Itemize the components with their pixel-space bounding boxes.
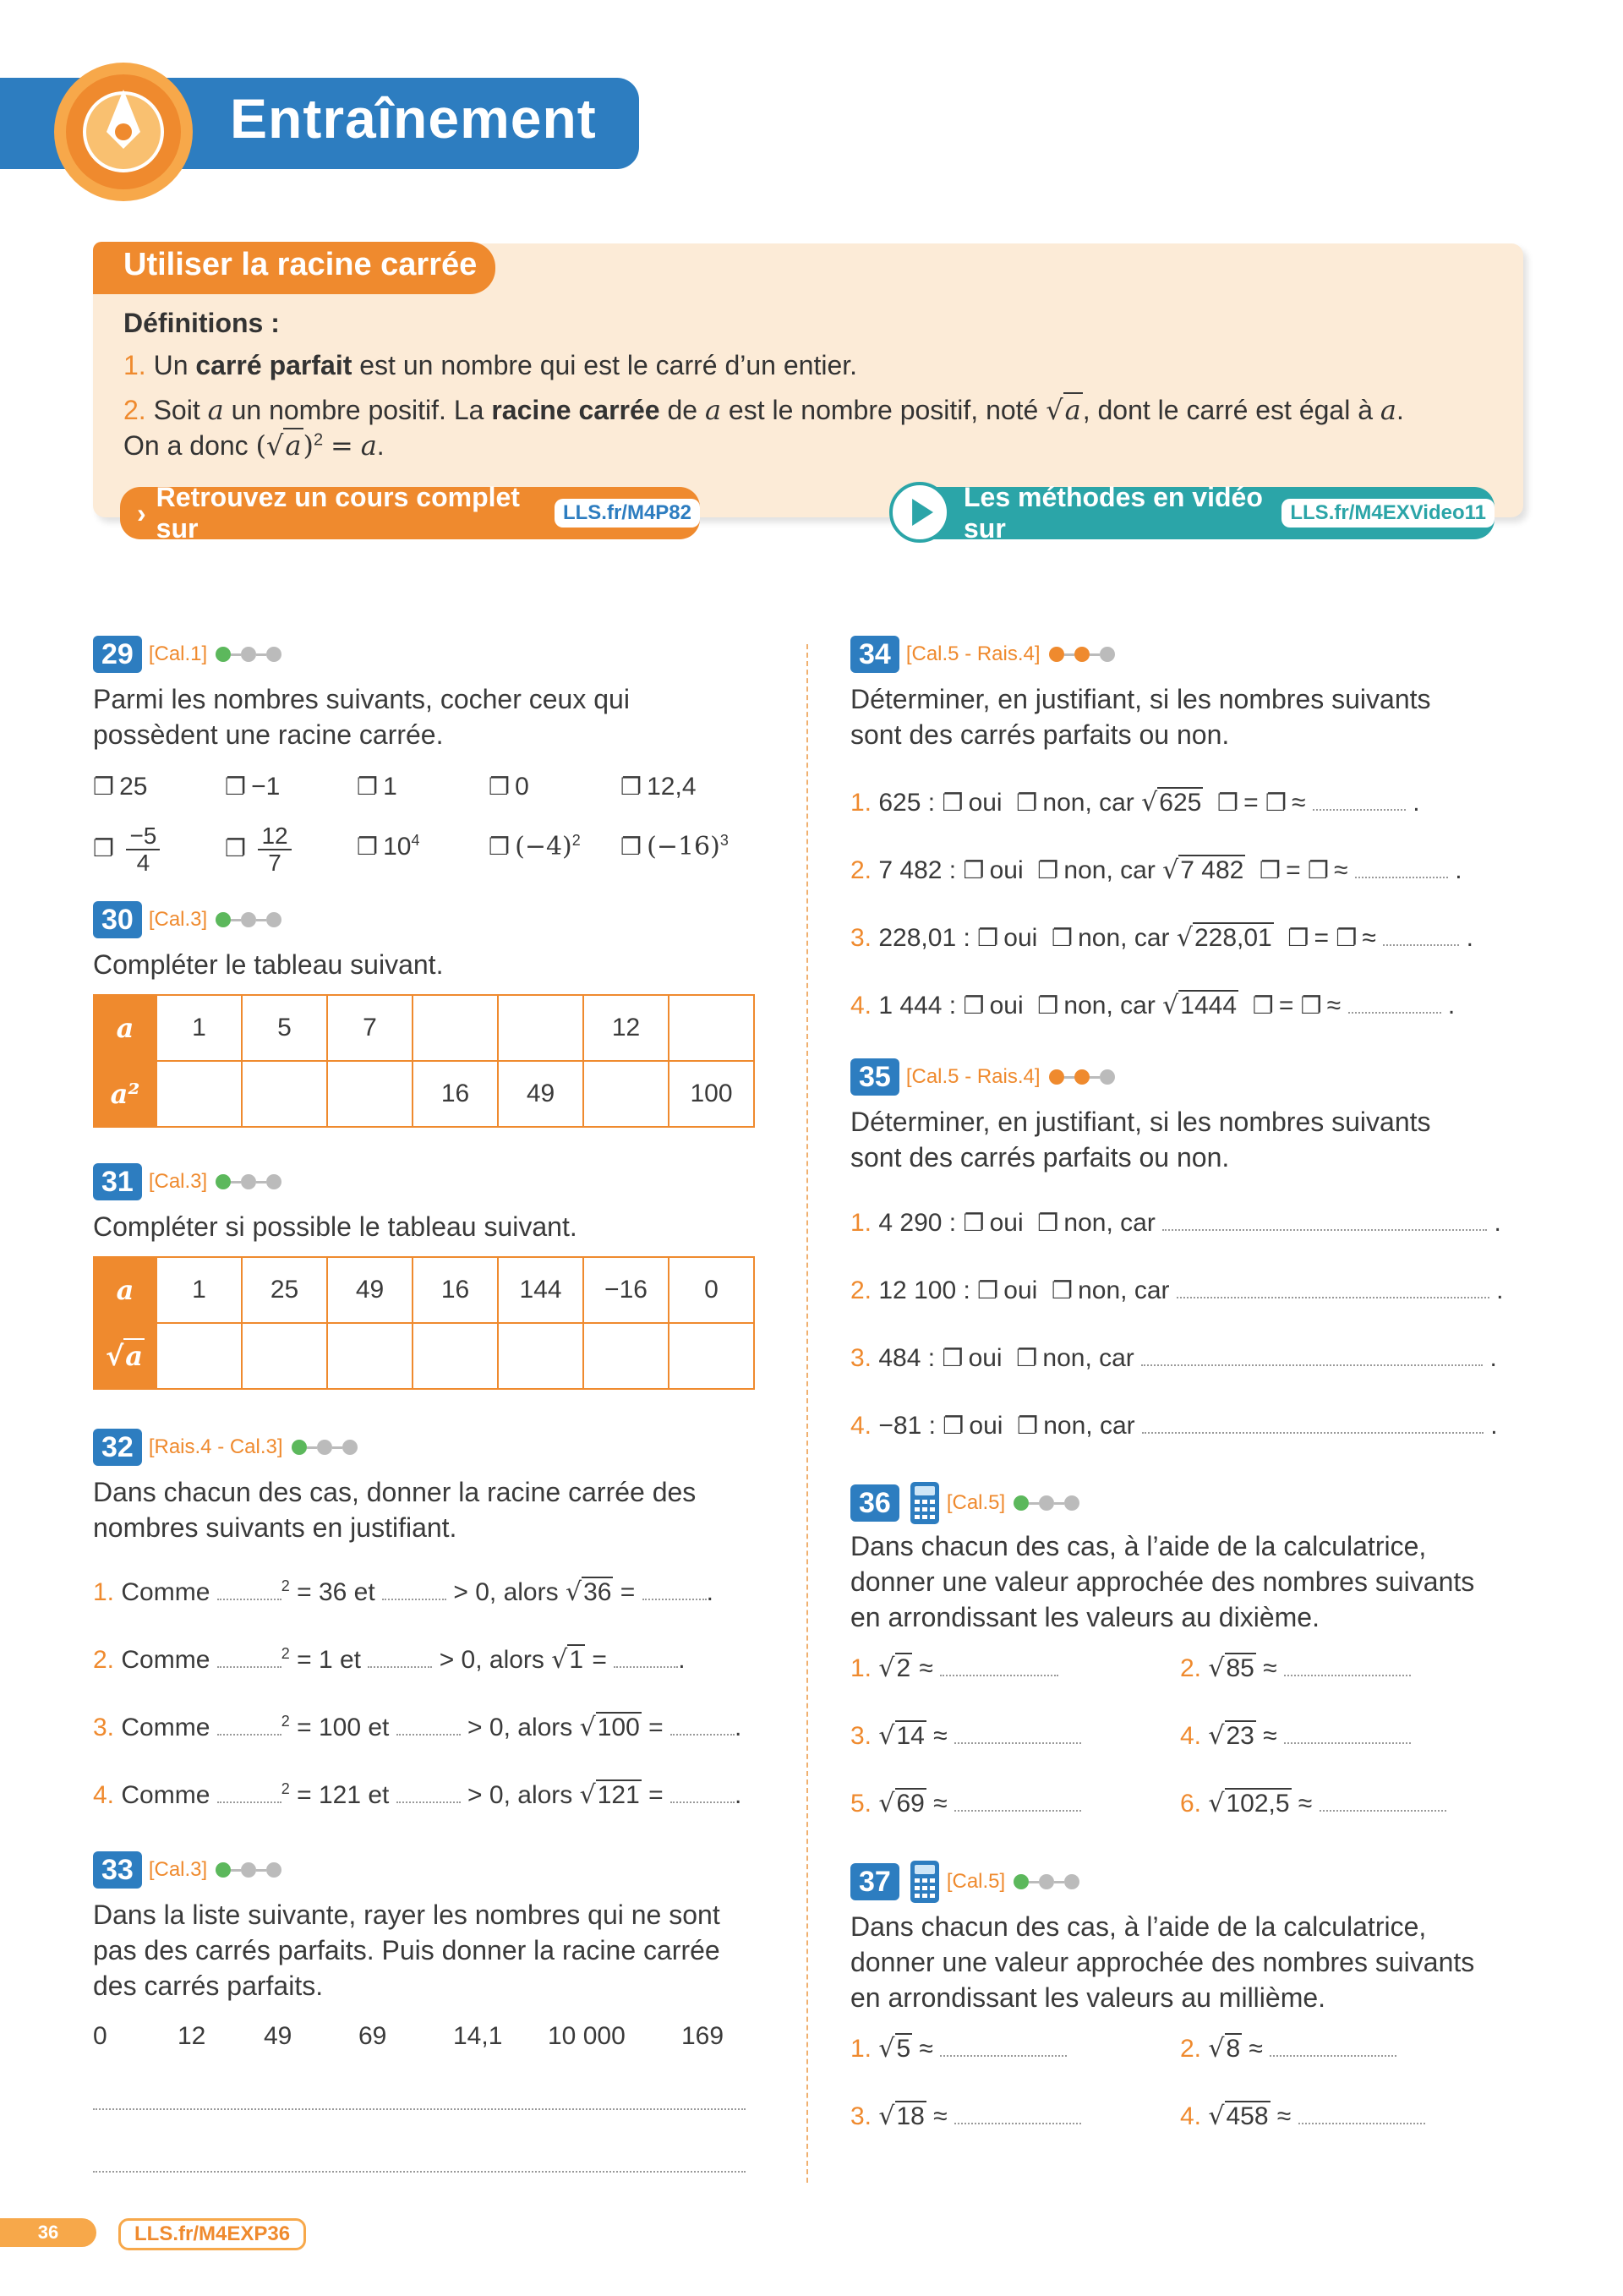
difficulty-indicator: [216, 1862, 281, 1878]
difficulty-indicator: [216, 647, 281, 662]
chevron-right-icon: ›: [137, 497, 146, 528]
video-link-button[interactable]: Les méthodes en vidéo sur LLS.fr/M4EXVideo11: [893, 487, 1495, 539]
ex33-value[interactable]: 12: [178, 2022, 206, 2050]
ex37-item-1: 1. √5 ≈: [850, 2034, 1067, 2064]
exercise-36-text: Dans chacun des cas, à l’aide de la calculatrice, donner une valeur approchée des nombres suivants en arrondissant les valeurs au dixième.: [850, 1531, 1475, 1632]
ex29-option-10[interactable]: ❐ $(-16)^3$: [620, 832, 729, 861]
exercise-number: 33: [93, 1851, 142, 1889]
ex35-item-3: 3. 484 : ❐ oui ❐ non, car .: [850, 1344, 1497, 1372]
exercise-31-table: [93, 1256, 755, 1390]
definition-1: 1. Un carré parfait est un nombre qui est le carré d’un entier.: [123, 350, 858, 380]
difficulty-indicator: [216, 912, 281, 927]
ex33-value[interactable]: 0: [93, 2022, 107, 2050]
exercise-number: 35: [850, 1058, 899, 1096]
exercise-number: 37: [850, 1863, 899, 1900]
exercise-29-text: Parmi les nombres suivants, cocher ceux qui possèdent une racine carrée.: [93, 684, 630, 750]
exercise-36-header: [850, 1481, 1079, 1525]
difficulty-indicator: [1049, 647, 1115, 662]
exercise-34-text: Déterminer, en justifiant, si les nombres suivants sont des carrés parfaits ou non.: [850, 684, 1431, 750]
ex29-option-2[interactable]: ❐ −1: [225, 773, 281, 801]
ex32-item-4: 4. Comme $^2$ = 121 et > 0, alors √121 = .: [93, 1780, 742, 1810]
exercise-number: 34: [850, 636, 899, 673]
page-title: Entraînement: [230, 87, 597, 150]
calculator-icon: [910, 1860, 940, 1904]
ex34-item-1: 1. 625 : ❐ oui ❐ non, car √625 ❐ = ❐ ≈ .: [850, 788, 1420, 817]
exercise-30-text: Compléter le tableau suivant.: [93, 949, 444, 980]
exercise-37-header: [850, 1860, 1079, 1904]
definition-heading: Définitions :: [123, 308, 280, 338]
ex33-value[interactable]: 10 000: [548, 2022, 626, 2050]
exercise-tag: [Cal.3]: [148, 1170, 208, 1193]
ex35-item-1: 1. 4 290 : ❐ oui ❐ non, car .: [850, 1209, 1501, 1237]
table-row: a 1 25 49 16 144 −16 0: [94, 1257, 754, 1323]
exercise-tag: [Cal.5 - Rais.4]: [905, 642, 1041, 665]
exercise-37-text: Dans chacun des cas, à l’aide de la calculatrice, donner une valeur approchée des nombres suivants en arrondissant les valeurs au millième.: [850, 1911, 1475, 2013]
exercise-34-header: [850, 636, 1115, 673]
ex37-item-3: 3. √18 ≈: [850, 2102, 1081, 2131]
ex36-item-5: 5. √69 ≈: [850, 1789, 1081, 1818]
ex29-option-3[interactable]: ❐ 1: [357, 773, 397, 801]
difficulty-indicator: [216, 1174, 281, 1189]
ex36-item-1: 1. √2 ≈: [850, 1654, 1058, 1683]
difficulty-indicator: [1049, 1069, 1115, 1085]
exercise-number: 36: [850, 1484, 899, 1522]
exercise-tag: [Cal.5 - Rais.4]: [905, 1065, 1041, 1088]
exercise-32-header: [93, 1429, 358, 1466]
ex37-item-4: 4. √458 ≈: [1180, 2102, 1425, 2131]
exercise-tag: [Cal.5]: [946, 1870, 1006, 1893]
ex29-option-1[interactable]: ❐ 25: [93, 773, 148, 801]
exercise-tag: [Cal.3]: [148, 1858, 208, 1881]
answer-line[interactable]: [93, 2108, 746, 2110]
ex33-value[interactable]: 69: [358, 2022, 387, 2050]
ex29-option-4[interactable]: ❐ 0: [489, 773, 529, 801]
column-divider: [806, 644, 808, 2183]
exercise-number: 29: [93, 636, 142, 673]
exercise-tag: [Cal.5]: [946, 1491, 1006, 1514]
ex29-option-8[interactable]: ❐ $10^4$: [357, 832, 420, 861]
ex29-option-9[interactable]: ❐ $(-4)^2$: [489, 832, 581, 861]
ex29-option-6[interactable]: ❐ $\frac{-5}{4}$: [93, 823, 160, 876]
ex36-item-6: 6. √102,5 ≈: [1180, 1789, 1446, 1818]
ex33-value[interactable]: 49: [264, 2022, 292, 2050]
footer-link[interactable]: LLS.fr/M4EXP36: [118, 2218, 306, 2250]
page-number: 36: [0, 2218, 96, 2247]
difficulty-indicator: [292, 1440, 358, 1455]
definition-title: Utiliser la racine carrée: [123, 247, 478, 282]
ex32-item-1: 1. Comme $^2$ = 36 et > 0, alors √36 = .: [93, 1577, 713, 1607]
exercise-29-header: [93, 636, 281, 673]
definition-3: On a donc $(√a)^2 = a$.: [123, 429, 385, 462]
ex36-item-2: 2. √85 ≈: [1180, 1654, 1411, 1683]
ex33-value[interactable]: 14,1: [453, 2022, 503, 2050]
exercise-35-text: Déterminer, en justifiant, si les nombres suivants sont des carrés parfaits ou non.: [850, 1107, 1431, 1173]
ex37-item-2: 2. √8 ≈: [1180, 2034, 1396, 2064]
ex35-item-2: 2. 12 100 : ❐ oui ❐ non, car .: [850, 1276, 1504, 1304]
compass-logo-icon: [52, 61, 194, 203]
ex33-value[interactable]: 169: [681, 2022, 724, 2050]
video-link-url: LLS.fr/M4EXVideo11: [1281, 499, 1495, 528]
table-row: √a: [94, 1323, 754, 1389]
exercise-number: 30: [93, 901, 142, 938]
exercise-30-table: [93, 994, 755, 1128]
definition-2: 2. Soit a un nombre positif. La racine carrée de a est le nombre positif, noté √a, dont le carré est égal à a.: [123, 394, 1404, 426]
table-row: a² 16 49 100: [94, 1061, 754, 1127]
ex35-item-4: 4. −81 : ❐ oui ❐ non, car .: [850, 1412, 1498, 1440]
table-row: a 1 5 7 12: [94, 995, 754, 1061]
ex34-item-3: 3. 228,01 : ❐ oui ❐ non, car √228,01 ❐ = ❐ ≈ .: [850, 923, 1473, 953]
difficulty-indicator: [1014, 1874, 1079, 1889]
exercise-33-header: [93, 1851, 281, 1889]
ex34-item-4: 4. 1 444 : ❐ oui ❐ non, car √1444 ❐ = ❐ ≈ .: [850, 991, 1456, 1020]
calculator-icon: [910, 1481, 940, 1525]
exercise-tag: [Rais.4 - Cal.3]: [148, 1435, 283, 1458]
course-link-url: LLS.fr/M4P82: [555, 499, 700, 528]
exercise-32-text: Dans chacun des cas, donner la racine carrée des nombres suivants en justifiant.: [93, 1477, 697, 1543]
ex32-item-3: 3. Comme $^2$ = 100 et > 0, alors √100 = .: [93, 1713, 742, 1742]
play-icon[interactable]: [889, 482, 950, 543]
difficulty-indicator: [1014, 1495, 1079, 1511]
ex29-option-7[interactable]: ❐ $\frac{12}{7}$: [225, 823, 292, 876]
answer-line[interactable]: [93, 2171, 746, 2173]
exercise-number: 31: [93, 1163, 142, 1200]
exercise-number: 32: [93, 1429, 142, 1466]
exercise-35-header: [850, 1058, 1115, 1096]
ex29-option-5[interactable]: ❐ 12,4: [620, 773, 697, 801]
exercise-tag: [Cal.3]: [148, 908, 208, 931]
exercise-31-header: [93, 1163, 281, 1200]
ex34-item-2: 2. 7 482 : ❐ oui ❐ non, car √7 482 ❐ = ❐ ≈ .: [850, 856, 1462, 885]
course-link-button[interactable]: › Retrouvez un cours complet sur LLS.fr/M4P82: [120, 487, 700, 539]
ex36-item-3: 3. √14 ≈: [850, 1721, 1081, 1751]
ex36-item-4: 4. √23 ≈: [1180, 1721, 1411, 1751]
exercise-30-header: [93, 901, 281, 938]
ex32-item-2: 2. Comme $^2$ = 1 et > 0, alors √1 = .: [93, 1645, 686, 1675]
exercise-31-text: Compléter si possible le tableau suivant.: [93, 1211, 577, 1242]
exercise-tag: [Cal.1]: [148, 642, 208, 665]
exercise-33-text: Dans la liste suivante, rayer les nombres qui ne sont pas des carrés parfaits. Puis donner la racine carrée des carrés parfaits.: [93, 1900, 720, 2001]
